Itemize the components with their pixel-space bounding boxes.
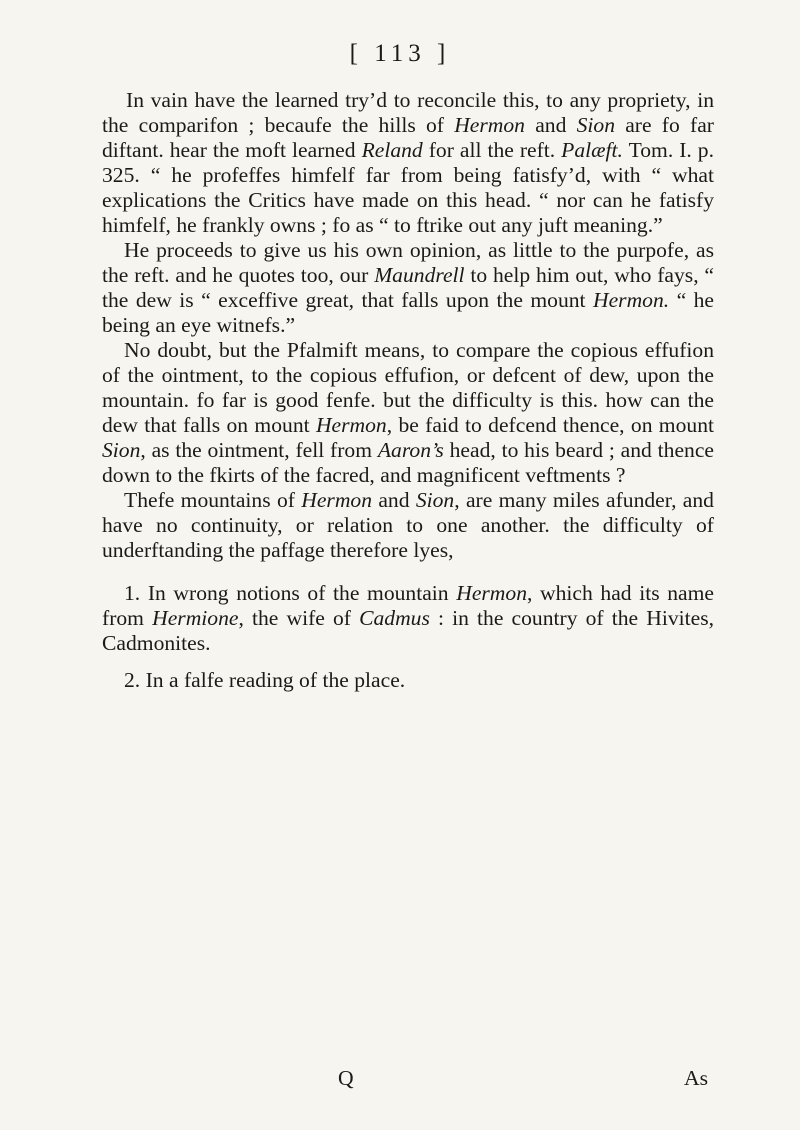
text-run: for all the reft. (422, 138, 562, 162)
text-run: , are many miles afunder, and have no continuity, or relation to one another. the difficulty of underftanding the paffage therefore lyes, (102, 488, 714, 562)
text-run: Thefe mountains of (124, 488, 302, 512)
text-run: , which had its name from (102, 581, 714, 630)
italic-text: Aaron’s (377, 438, 444, 462)
italic-text: Hermon. (592, 288, 670, 312)
italic-text: Hermon (301, 488, 373, 512)
text-run: head, to his beard ; and thence down to the fkirts of the facred, and magnificent veftments ? (102, 438, 714, 487)
text-run: , the wife of (238, 606, 360, 630)
italic-text: Palæft. (561, 138, 623, 162)
signature-mark: Q (338, 1066, 354, 1090)
italic-text: Sion (576, 113, 615, 137)
italic-text: Maundrell (374, 263, 465, 287)
text-run: and (372, 488, 416, 512)
body-text (102, 88, 714, 693)
paragraph-maundrell (102, 238, 714, 338)
page-number-header: [ 113 ] (349, 40, 451, 67)
italic-text: Sion (415, 488, 455, 512)
paragraph-point-2 (102, 668, 714, 693)
text-run: 2. In a falfe reading of the place. (124, 668, 406, 692)
catchword: As (684, 1066, 708, 1090)
italic-text: Hermon (454, 113, 525, 137)
paragraph-psalmist (102, 338, 714, 488)
text-run: to help him out, who fays, “ the dew is “ exceffive great, that falls upon the mount (102, 263, 714, 312)
italic-text: Cadmus (359, 606, 430, 630)
paragraph-point-1 (102, 581, 714, 656)
text-run: No doubt, but the Pfalmift means, to compare the copious effufion of the ointment, to the copious effufion, or defcent of dew, upon the mountain. fo far is good fenfe. but the difficulty is this. how can the dew that falls on mount (102, 338, 714, 437)
italic-text: Sion (102, 438, 141, 462)
text-run: 1. In wrong notions of the mountain (124, 581, 457, 605)
italic-text: Hermione (152, 606, 239, 630)
italic-text: Reland (361, 138, 423, 162)
paragraph-reland (102, 88, 714, 238)
paragraph-mountains (102, 488, 714, 563)
text-run: and (524, 113, 577, 137)
text-run: “ he being an eye witnefs.” (102, 288, 715, 337)
text-run: In vain have the learned try’d to reconcile this, to any propriety, in the comparifon ; becaufe the hills of (102, 88, 714, 137)
text-run: , be faid to defcend thence, on mount (386, 413, 714, 437)
page-footer (102, 1066, 714, 1096)
text-run: are fo far diftant. hear the moft learned (102, 113, 714, 162)
italic-text: Hermon (456, 581, 527, 605)
text-run: : in the country of the Hivites, Cadmonites. (102, 606, 715, 655)
text-run: Tom. I. p. 325. “ he profeffes himfelf far from being fatisfy’d, with “ what explications the Critics have made on this head. “ nor can he fatisfy himfelf, he frankly owns ; fo as “ to ftrike out any juft meaning.” (102, 138, 714, 237)
text-run: , as the ointment, fell from (140, 438, 378, 462)
text-run: He proceeds to give us his own opinion, as little to the purpofe, as the reft. and he quotes too, our (102, 238, 714, 287)
italic-text: Hermon (315, 413, 387, 437)
